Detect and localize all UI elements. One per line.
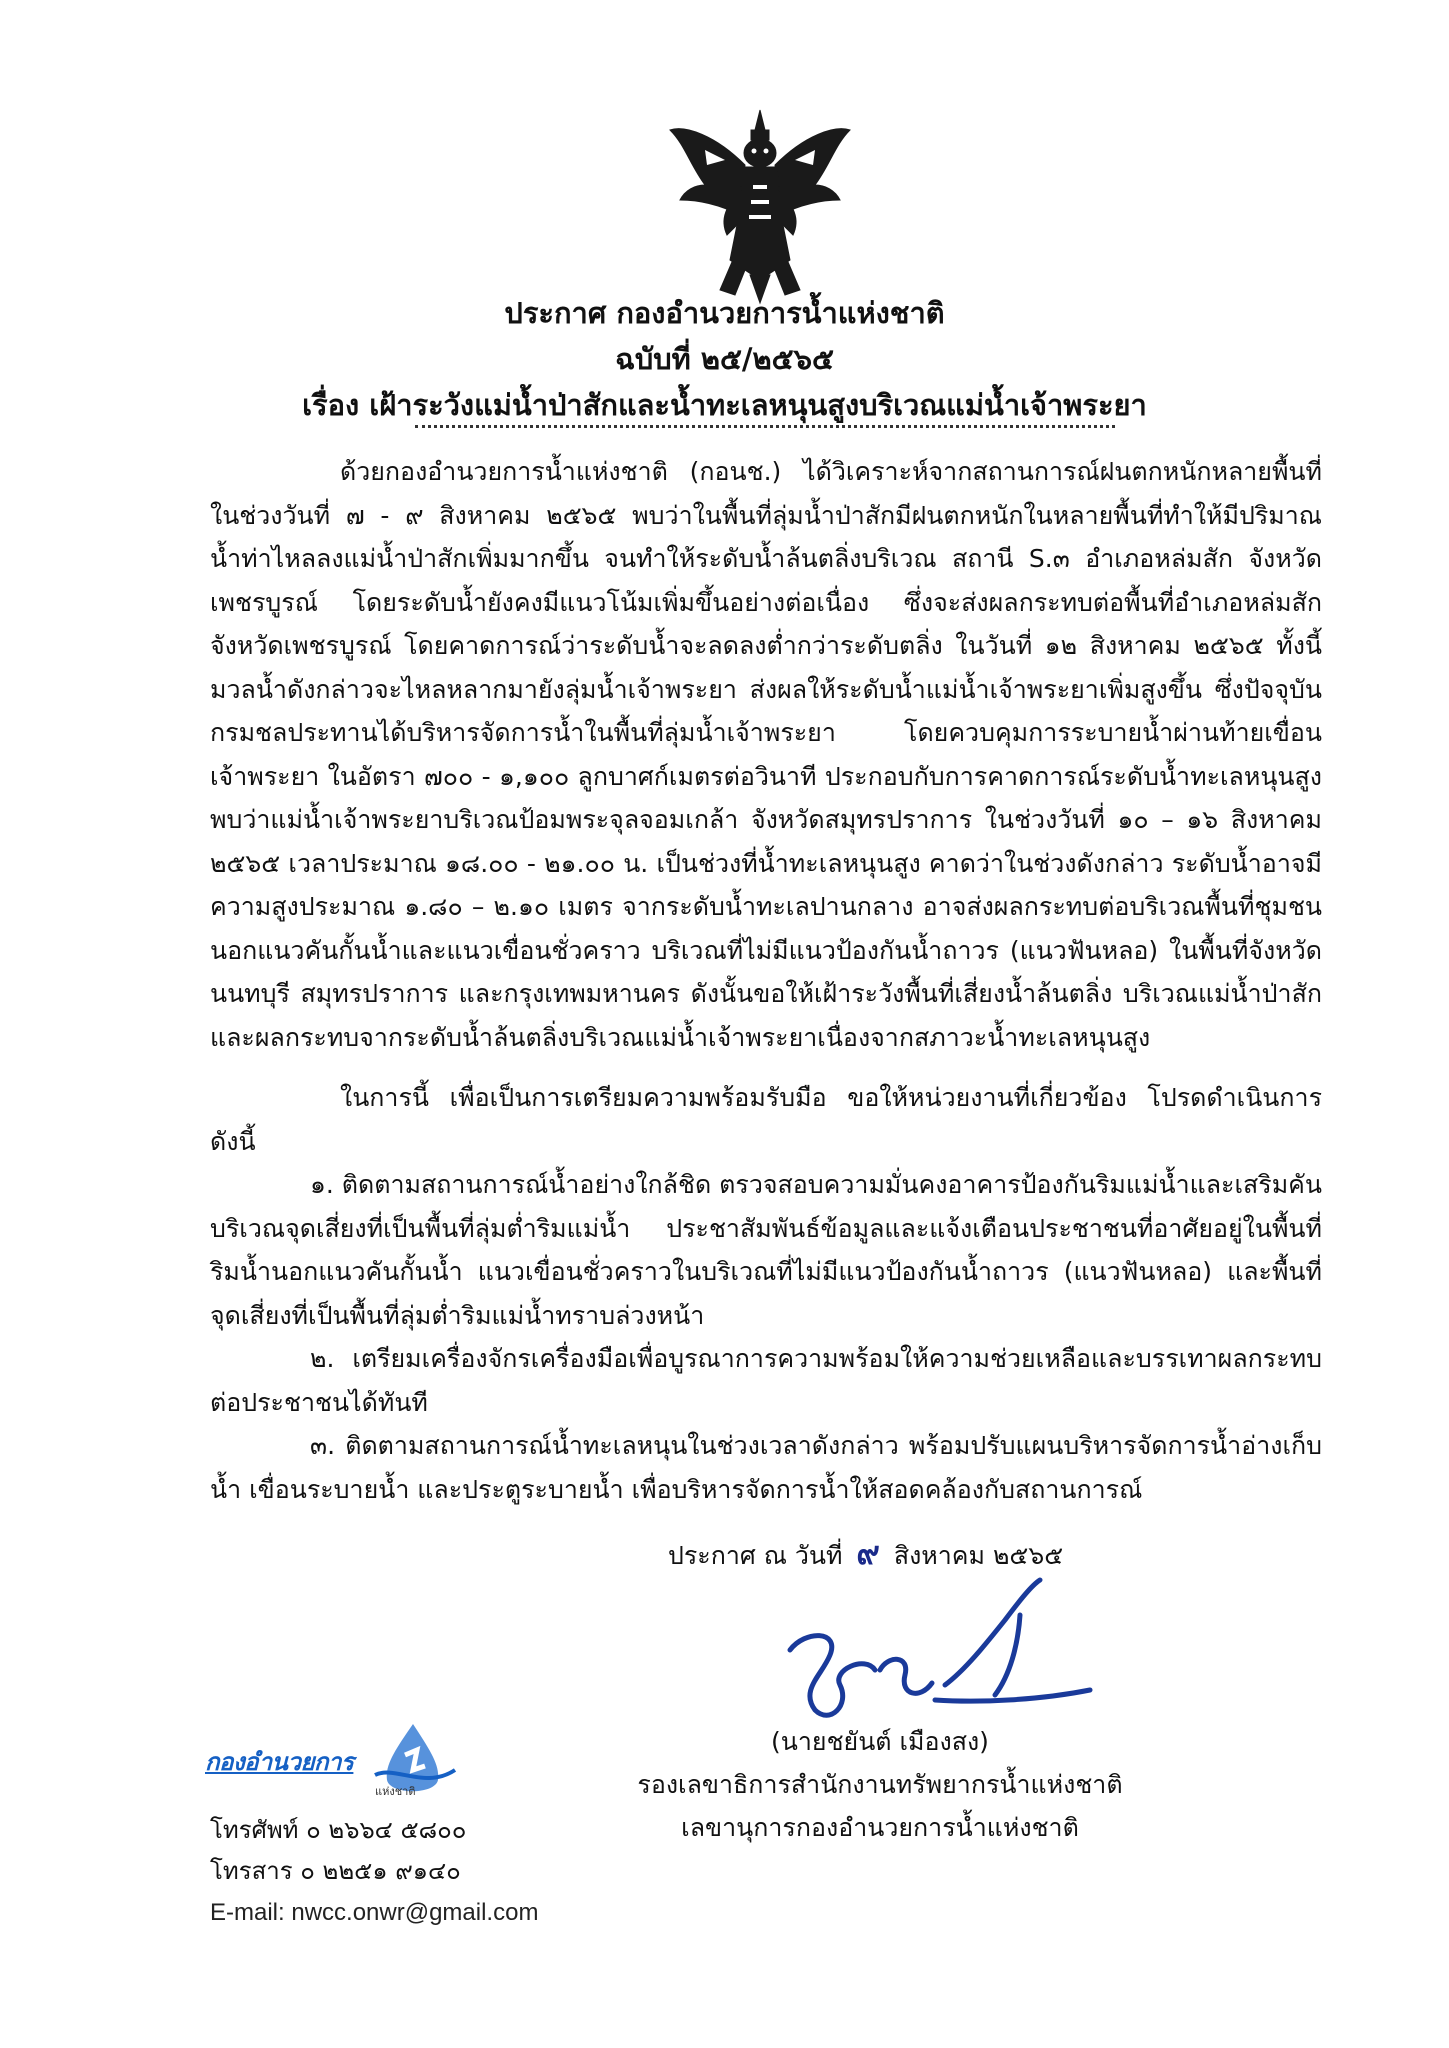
dateline-day: ๙ <box>856 1534 880 1572</box>
fax-number: โทรสาร ๐ ๒๒๕๑ ๙๑๔๐ <box>210 1857 461 1885</box>
title-block <box>0 290 1449 428</box>
dateline-month-year: สิงหาคม ๒๕๖๕ <box>893 1541 1064 1570</box>
contact-info <box>210 1810 538 1933</box>
phone-number: โทรศัพท์ ๐ ๒๖๖๔ ๕๘๐๐ <box>210 1816 467 1844</box>
announcement-title: ประกาศ กองอำนวยการน้ำแห่งชาติ <box>504 296 945 330</box>
email-address: E-mail: nwcc.onwr@gmail.com <box>210 1899 539 1926</box>
body-paragraph-1: ด้วยกองอำนวยการน้ำแห่งชาติ (กอนช.) ได้วิเคราะห์จากสถานการณ์ฝนตกหนักหลายพื้นที่ในช่วงวันที่ ๗ - ๙ สิงหาคม ๒๕๖๕ พบว่าในพื้นที่ลุ่มน้ำป่าสักมีฝนตกหนักในหลายพื้นที่ทำให้มีปริมาณน้ำท่าไหลลงแม่น้ำป่าสักเพิ่มมากขึ้น จนทำให้ระดับน้ำล้นตลิ่งบริเวณ สถานี S.๓ อำเภอหล่มสัก จังหวัดเพชรบูรณ์ โดยระดับน้ำยังคงมีแนวโน้มเพิ่มขึ้นอย่างต่อเนื่อง ซึ่งจะส่งผลกระทบต่อพื้นที่อำเภอหล่มสัก จังหวัดเพชรบูรณ์ โดยคาดการณ์ว่าระดับน้ำจะลดลงต่ำกว่าระดับตลิ่ง ในวันที่ ๑๒ สิงหาคม ๒๕๖๕ ทั้งนี้ มวลน้ำดังกล่าวจะไหลหลากมายังลุ่มน้ำเจ้าพระยา ส่งผลให้ระดับน้ำแม่น้ำเจ้าพระยาเพิ่มสูงขึ้น ซึ่งปัจจุบันกรมชลประทานได้บริหารจัดการน้ำในพื้นที่ลุ่มน้ำเจ้าพระยา โดยควบคุมการระบายน้ำผ่านท้ายเขื่อนเจ้าพระยา ในอัตรา ๗๐๐ - ๑,๑๐๐ ลูกบาศก์เมตรต่อวินาที ประกอบกับการคาดการณ์ระดับน้ำทะเลหนุนสูง พบว่าแม่น้ำเจ้าพระยาบริเวณป้อมพระจุลจอมเกล้า จังหวัดสมุทรปราการ ในช่วงวันที่ ๑๐ – ๑๖ สิงหาคม ๒๕๖๕ เวลาประมาณ ๑๘.๐๐ - ๒๑.๐๐ น. เป็นช่วงที่น้ำทะเลหนุนสูง คาดว่าในช่วงดังกล่าว ระดับน้ำอาจมีความสูงประมาณ ๑.๘๐ – ๒.๑๐ เมตร จากระดับน้ำทะเลปานกลาง อาจส่งผลกระทบต่อบริเวณพื้นที่ชุมชนนอกแนวคันกั้นน้ำและแนวเขื่อนชั่วคราว บริเวณที่ไม่มีแนวป้องกันน้ำถาวร (แนวฟันหลอ) ในพื้นที่จังหวัดนนทบุรี สมุทรปราการ และกรุงเทพมหานคร ดังนั้นขอให้เฝ้าระวังพื้นที่เสี่ยงน้ำล้นตลิ่ง บริเวณแม่น้ำป่าสัก และผลกระทบจากระดับน้ำล้นตลิ่งบริเวณแม่น้ำเจ้าพระยาเนื่องจากสภาวะน้ำทะเลหนุนสูง <box>210 457 1322 1052</box>
signer-position-1: รองเลขาธิการสำนักงานทรัพยากรน้ำแห่งชาติ <box>637 1770 1123 1799</box>
action-item-1: ๑. ติดตามสถานการณ์น้ำอย่างใกล้ชิด ตรวจสอบความมั่นคงอาคารป้องกันริมแม่น้ำและเสริมคันบริเวณจุดเสี่ยงที่เป็นพื้นที่ลุ่มต่ำริมแม่น้ำ ประชาสัมพันธ์ข้อมูลและแจ้งเตือนประชาชนที่อาศัยอยู่ในพื้นที่ริมน้ำนอกแนวคันกั้นน้ำ แนวเขื่อนชั่วคราวในบริเวณที่ไม่มีแนวป้องกันน้ำถาวร (แนวฟันหลอ) และพื้นที่จุดเสี่ยงที่เป็นพื้นที่ลุ่มต่ำริมแม่น้ำทราบล่วงหน้า <box>210 1170 1322 1330</box>
title-divider <box>415 425 1115 428</box>
logo-text: กองอำนวยการ <box>205 1748 354 1776</box>
nwcc-logo <box>205 1720 485 1810</box>
announcement-subject: เรื่อง เฝ้าระวังแม่น้ำป่าสักและน้ำทะเลหนุนสูงบริเวณแม่น้ำเจ้าพระยา <box>302 388 1147 422</box>
handwritten-signature <box>770 1575 1100 1735</box>
document-body <box>210 450 1322 1511</box>
dateline <box>668 1528 1063 1579</box>
dateline-prefix: ประกาศ ณ วันที่ <box>668 1541 843 1570</box>
announcement-number: ฉบับที่ ๒๕/๒๕๖๕ <box>615 342 834 376</box>
signer-position-2: เลขานุการกองอำนวยการน้ำแห่งชาติ <box>681 1813 1079 1842</box>
signer-name: (นายชยันต์ เมืองสง) <box>771 1727 989 1756</box>
action-item-2: ๒. เตรียมเครื่องจักรเครื่องมือเพื่อบูรณาการความพร้อมให้ความช่วยเหลือและบรรเทาผลกระทบต่อประชาชนได้ทันที <box>210 1344 1322 1417</box>
signer-block <box>600 1720 1160 1849</box>
logo-subtext: แห่งชาติ <box>375 1785 416 1798</box>
garuda-emblem-icon <box>665 105 855 305</box>
action-item-3: ๓. ติดตามสถานการณ์น้ำทะเลหนุนในช่วงเวลาดังกล่าว พร้อมปรับแผนบริหารจัดการน้ำอ่างเก็บน้ำ เขื่อนระบายน้ำ และประตูระบายน้ำ เพื่อบริหารจัดการน้ำให้สอดคล้องกับสถานการณ์ <box>210 1431 1322 1504</box>
body-paragraph-2: ในการนี้ เพื่อเป็นการเตรียมความพร้อมรับมือ ขอให้หน่วยงานที่เกี่ยวข้อง โปรดดำเนินการ ดังนี้ <box>210 1083 1322 1156</box>
